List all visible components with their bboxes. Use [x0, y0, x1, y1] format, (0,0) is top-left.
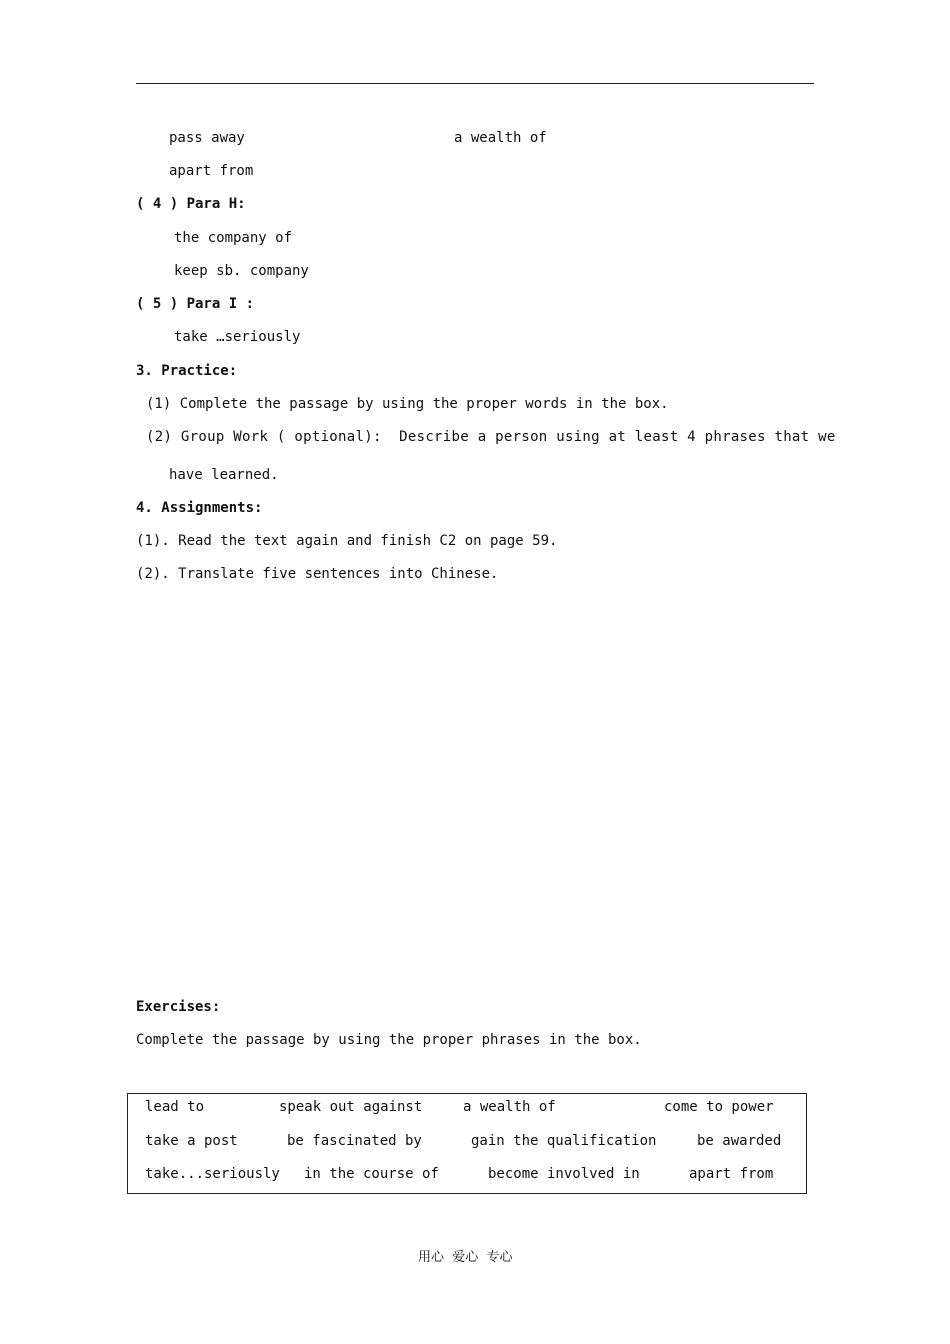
box-phrase: speak out against: [279, 1099, 423, 1115]
header-rule: [136, 83, 814, 84]
phrase-the-company-of: the company of: [174, 230, 293, 246]
box-phrase: come to power: [664, 1099, 774, 1115]
practice-item-2-continued: have learned.: [169, 467, 279, 483]
practice-item-1: (1) Complete the passage by using the proper words in the box.: [146, 396, 669, 412]
exercises-heading: Exercises:: [136, 999, 221, 1015]
phrase-pass-away: pass away: [169, 130, 245, 146]
phrase-a-wealth-of: a wealth of: [454, 130, 547, 146]
box-phrase: a wealth of: [463, 1099, 556, 1115]
box-phrase: be awarded: [697, 1133, 782, 1149]
box-phrase: apart from: [689, 1166, 774, 1182]
phrase-apart-from: apart from: [169, 163, 254, 179]
practice-heading: 3. Practice:: [136, 363, 238, 379]
practice-item-2: (2) Group Work ( optional): Describe a person using at least 4 phrases that we: [146, 429, 836, 445]
assignments-heading: 4. Assignments:: [136, 500, 263, 516]
para-i-heading: ( 5 ) Para I :: [136, 296, 255, 312]
box-phrase: lead to: [145, 1099, 205, 1115]
phrase-keep-sb-company: keep sb. company: [174, 263, 309, 279]
assignment-item-2: (2). Translate five sentences into Chinese.: [136, 566, 499, 582]
para-h-heading: ( 4 ) Para H:: [136, 196, 246, 212]
box-phrase: be fascinated by: [287, 1133, 422, 1149]
box-phrase: become involved in: [488, 1166, 640, 1182]
phrase-take-seriously: take …seriously: [174, 329, 301, 345]
box-phrase: take...seriously: [145, 1166, 280, 1182]
box-phrase: in the course of: [304, 1166, 439, 1182]
assignment-item-1: (1). Read the text again and finish C2 on page 59.: [136, 533, 558, 549]
page-footer: 用心 爱心 专心: [418, 1250, 513, 1265]
box-phrase: gain the qualification: [471, 1133, 657, 1149]
exercises-instruction: Complete the passage by using the proper phrases in the box.: [136, 1032, 642, 1048]
box-phrase: take a post: [145, 1133, 238, 1149]
